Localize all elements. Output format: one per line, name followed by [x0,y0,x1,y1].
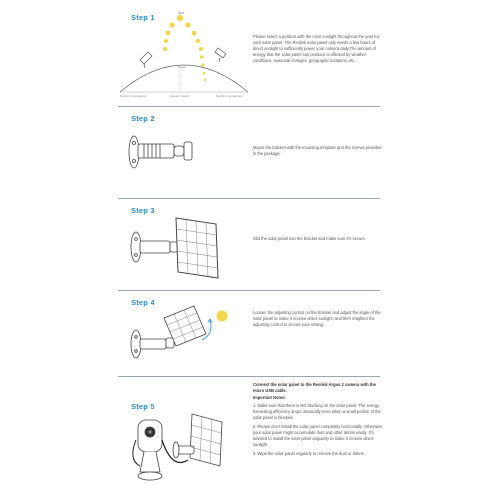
angle-adjust-illustration [124,304,234,374]
bracket-illustration [122,130,202,175]
equator-label: Equator (south) [170,94,190,98]
step-5-notes [253,382,383,460]
left-hemisphere-label: Northern hemisphere [120,94,147,98]
divider [118,106,380,107]
step-4-title: Step 4 [131,298,155,307]
panel-mounted-illustration [124,214,234,284]
divider [118,290,380,291]
step-2-title: Step 2 [131,114,155,123]
sun-icon [217,311,228,322]
camera-connection-illustration [126,410,236,490]
sun-label: Sun [178,11,185,15]
step-3-text: Slot the solar panel into the bracket and make sure it's secure. [253,236,366,241]
note-item: 3. Wipe the solar panel regularly to remove the dust or debris. [253,451,365,456]
divider [118,198,380,199]
step-5-title: Step 5 [131,402,155,411]
sun-dots [163,15,206,81]
step-3-title: Step 3 [131,206,155,215]
note-item: 1. Make sure that there is NO blocking on the solar panel. The energy harvesting efficiency drops drastically even when a small portion of the solar panel is blocked. [253,403,381,420]
divider [118,376,380,377]
right-hemisphere-label: Southern hemisphere [216,94,243,98]
note-item: 2. Please don't install the solar panel completely horizontally. Otherwise your solar panel might accumulate dust and other debris easily. It's advised to install the solar panel angularly to make it receive direct sunlight. [253,424,383,447]
step-4-text: Loosen the adjusting control on the bracket and adjust the angle of the solar panel to make it receive direct sunlight, and then retighten the adjusting control to secure your setting. [253,310,381,327]
south-label: South [178,65,186,69]
step-5-heading: Connect the solar panel to the Reolink Argus 2 camera with the micro USB cable. [253,382,376,393]
sun-path-diagram [118,8,250,98]
step-1-text: Please select a position with the most sunlight throughout the year for your solar panel. The Reolink solar panel only needs a few hours of direct sunlight to sufficiently power your camera daily.The amount of energy that the solar panel can produce is affected by weather conditions, seasonal changes, geographic locations, etc. [253,34,380,63]
notes-title: Important Notes: [253,395,286,400]
step-2-text: Mount the bracket with the mounting template and the screws provided in the package. [253,145,382,156]
step-1-title: Step 1 [131,13,155,22]
